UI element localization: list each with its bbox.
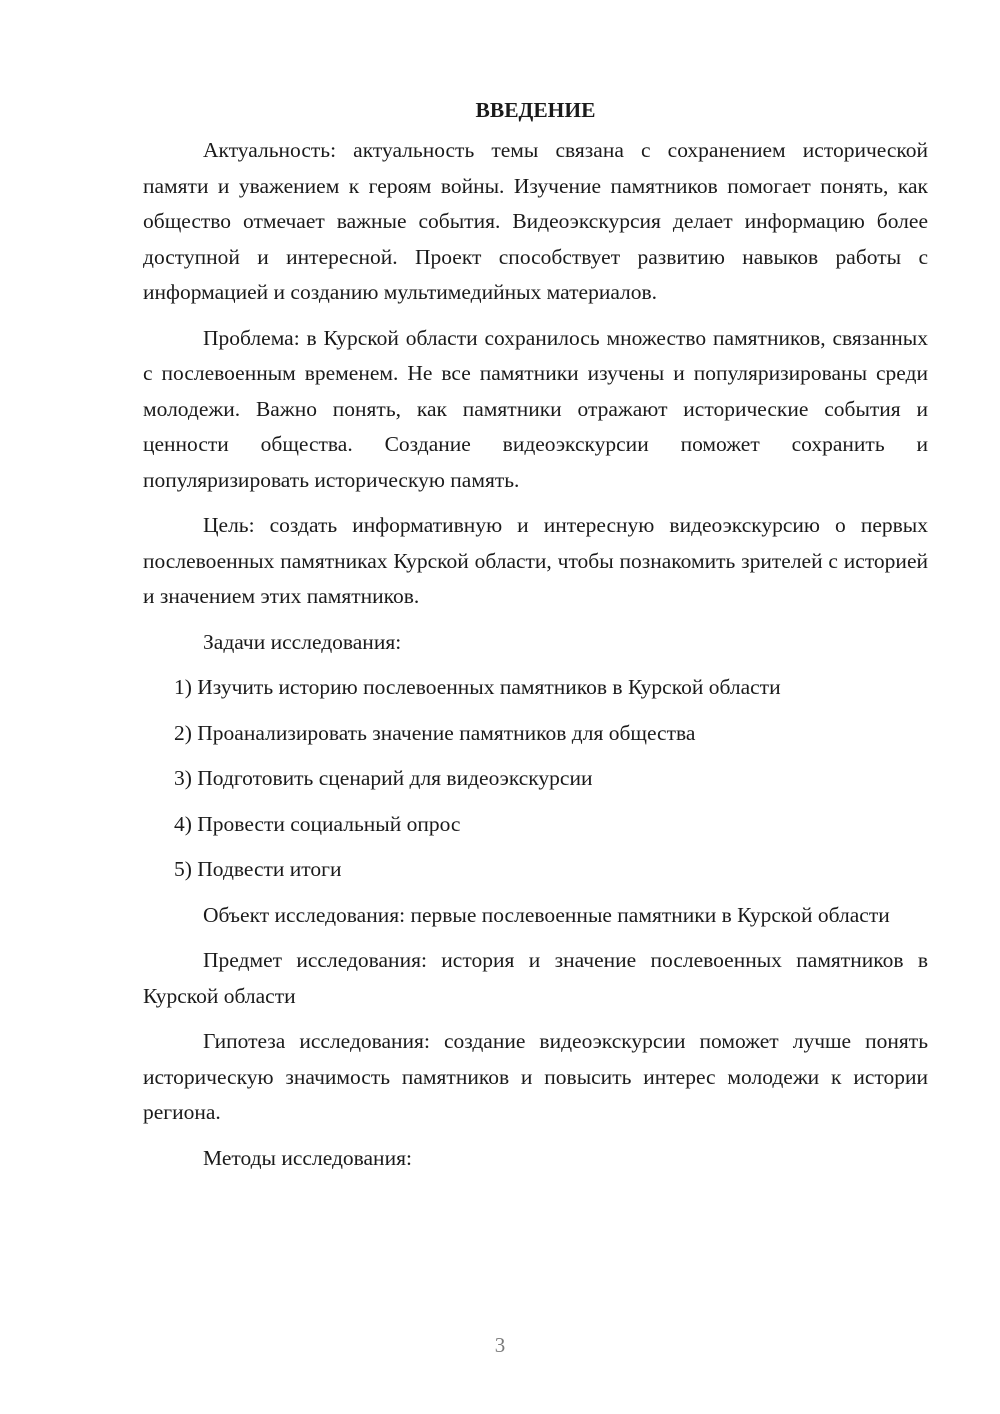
paragraph-object: Объект исследования: первые послевоенные памятники в Курской области [203, 902, 890, 927]
list-item: 4) Провести социальный опрос [174, 811, 461, 836]
section-title: ВВЕДЕНИЕ [475, 98, 596, 122]
paragraph-goal: Цель: создать информативную и интересную видеоэкскурсию о первых послевоенных памятниках Курской области, чтобы познакомить зрителей с историей и значением этих памятников. [143, 513, 928, 608]
list-item: 2) Проанализировать значение памятников для общества [174, 720, 696, 745]
paragraph-hypothesis: Гипотеза исследования: создание видеоэкскурсии поможет лучше понять историческую значимость памятников и повысить интерес молодежи к истории региона. [143, 1029, 928, 1124]
tasks-list [143, 670, 928, 888]
methods-heading: Методы исследования: [203, 1145, 412, 1170]
paragraph-relevance: Актуальность: актуальность темы связана с сохранением исторической памяти и уважением к героям войны. Изучение памятников помогает понять, как общество отмечает важные события. Видеоэкскурсия делает информацию более доступной и интересной. Проект способствует развитию навыков работы с информацией и созданию мультимедийных материалов. [143, 138, 928, 304]
paragraph-subject: Предмет исследования: история и значение послевоенных памятников в Курской области [143, 948, 928, 1008]
document-page [143, 92, 928, 1176]
page-number: 3 [494, 1333, 506, 1357]
tasks-heading: Задачи исследования: [203, 629, 402, 654]
list-item: 5) Подвести итоги [174, 857, 342, 881]
list-item: 1) Изучить историю послевоенных памятников в Курской области [174, 675, 781, 699]
paragraph-problem: Проблема: в Курской области сохранилось множество памятников, связанных с послевоенным временем. Не все памятники изучены и популяризированы среди молодежи. Важно понять, как памятники отражают исторические события и ценности общества. Создание видеоэкскурсии поможет сохранить и популяризировать историческую память. [143, 325, 928, 492]
list-item: 3) Подготовить сценарий для видеоэкскурсии [174, 766, 593, 790]
